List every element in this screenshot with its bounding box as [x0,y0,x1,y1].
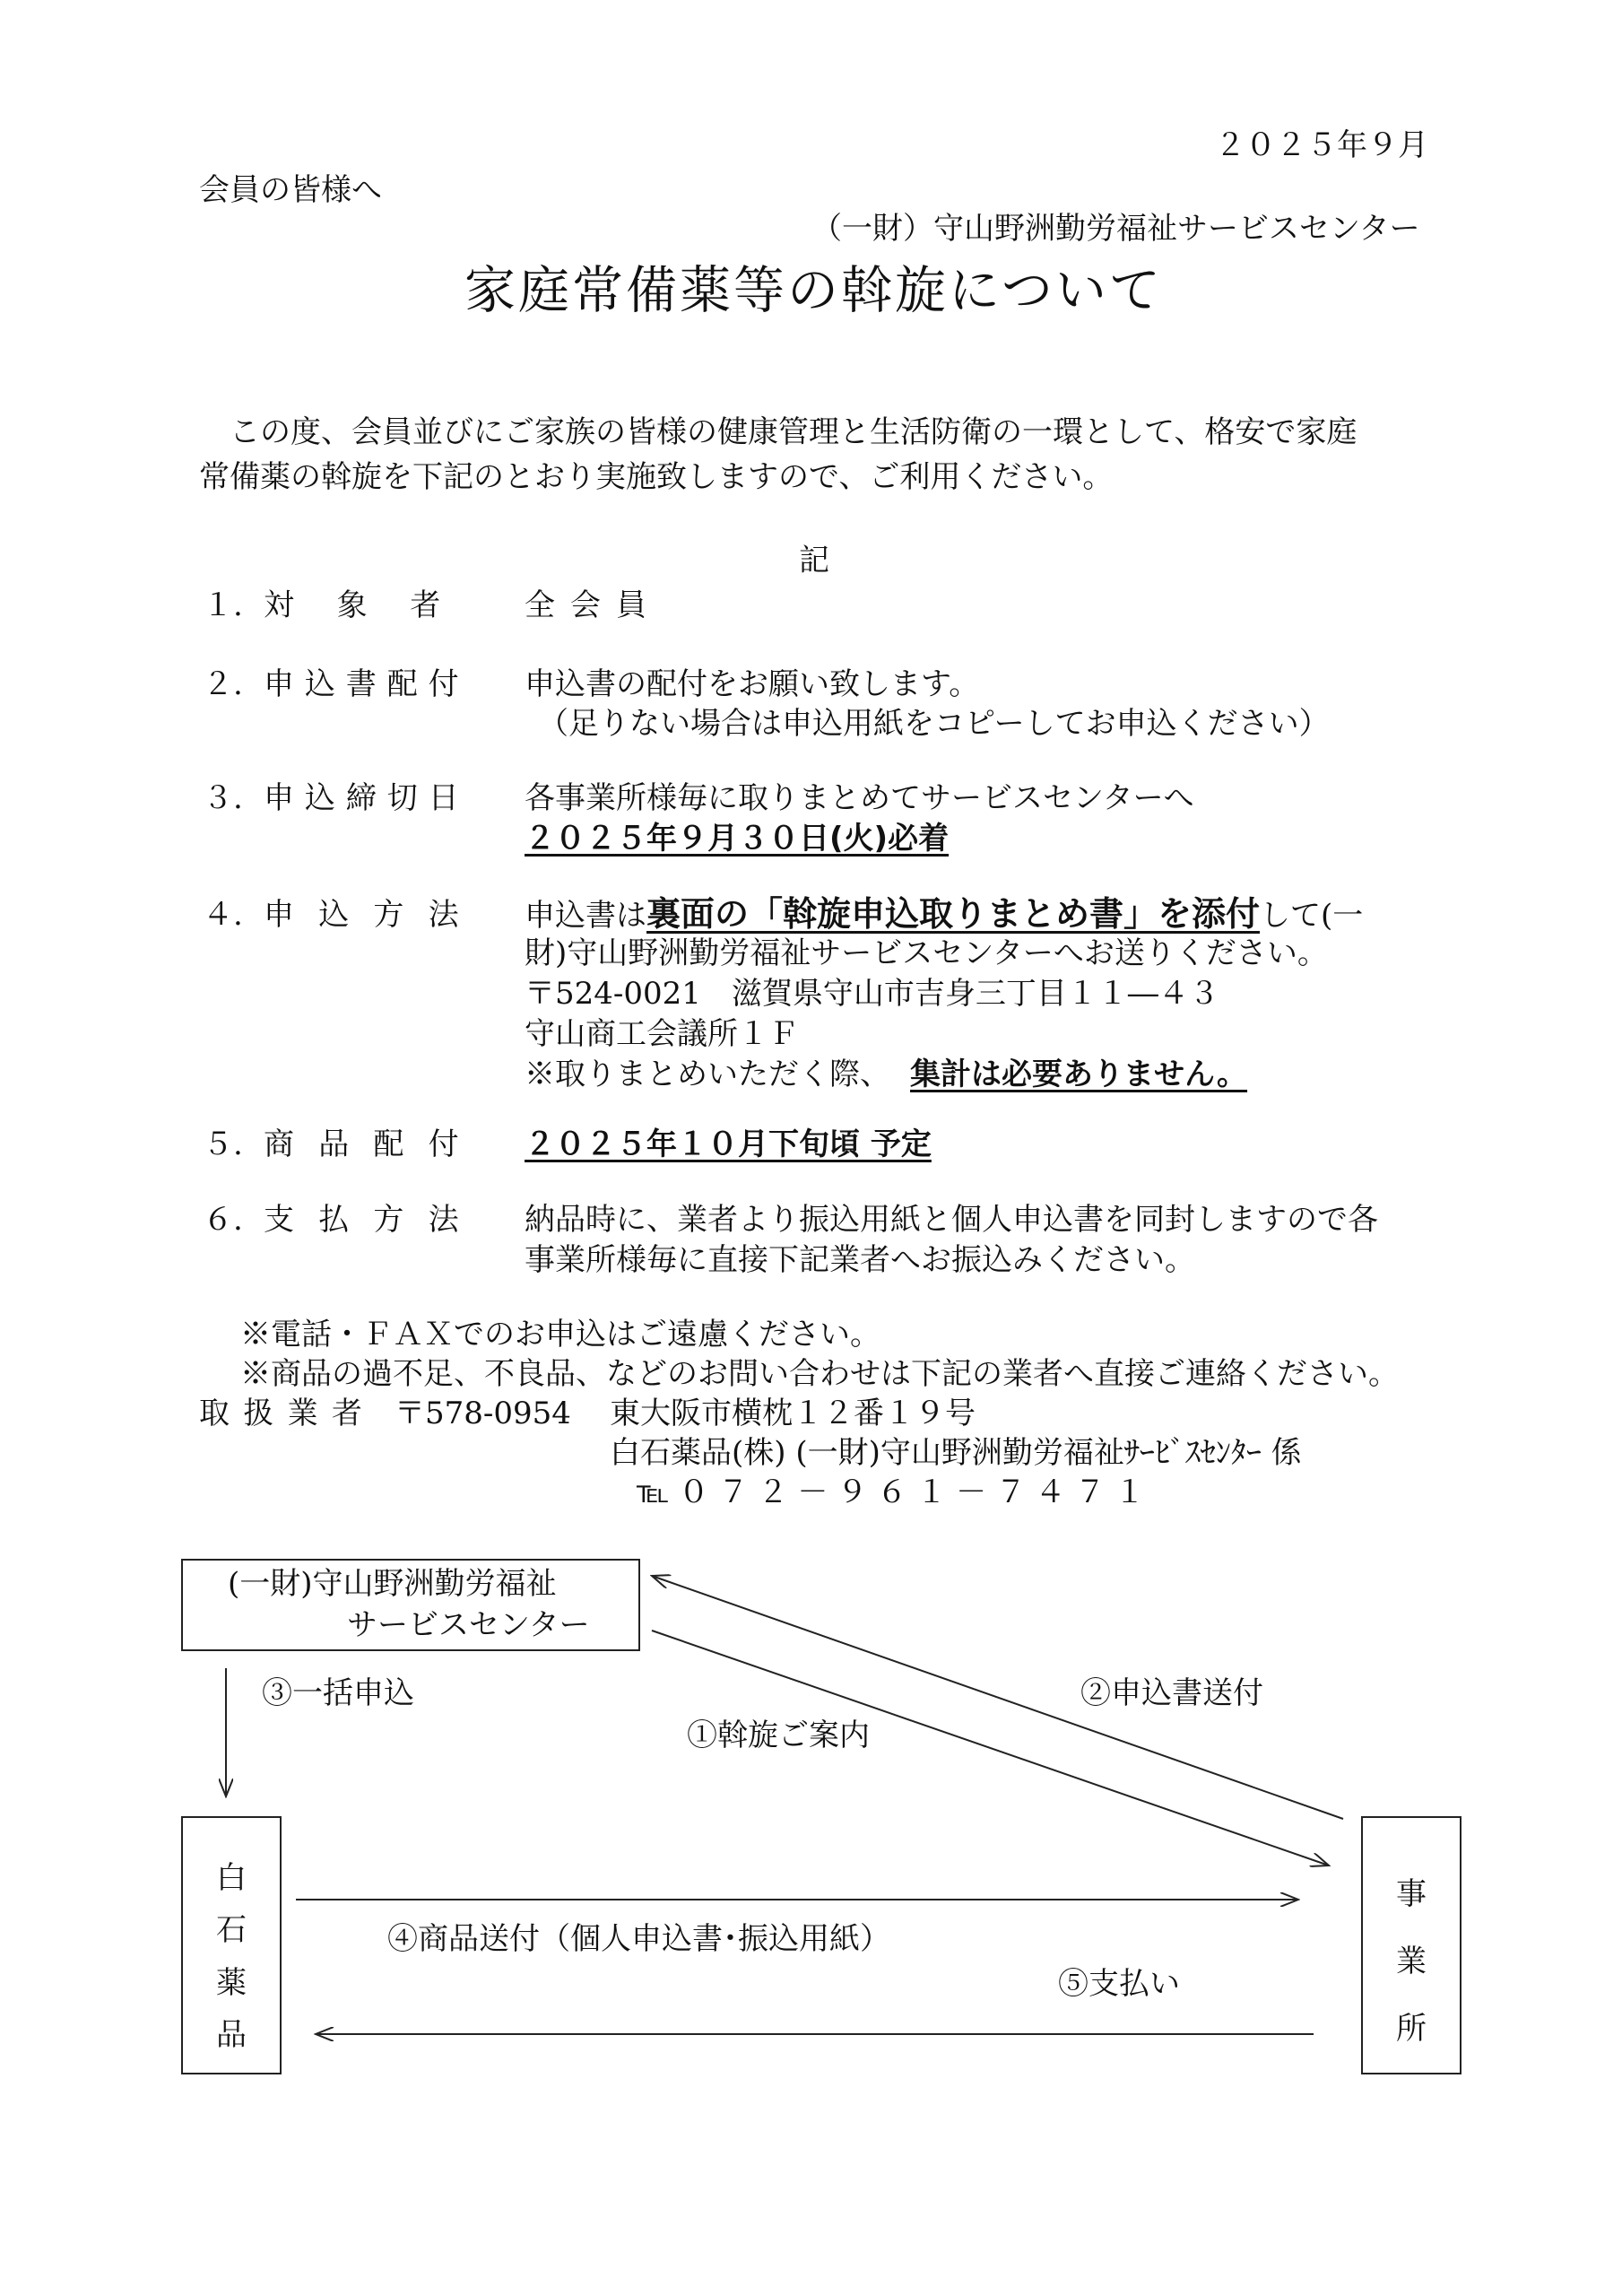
step-4-label: ④商品送付（個人申込書･振込用紙） [387,1921,890,1957]
item-6-line-2: 事業所様毎に直接下記業者へお振込みください。 [525,1242,1195,1278]
shiraishi-box [181,1816,282,2074]
jigyosho-box [1361,1816,1462,2074]
item-1-label: 対象者 [264,587,483,623]
shiraishi-char-4: 品 [216,2017,247,2054]
item-4-label: 申込方法 [264,897,483,933]
item-3-label: 申込締切日 [264,780,470,816]
item-4-address: 〒524-0021 滋賀県守山市吉身三丁目１１―４３ [525,976,1219,1012]
shiraishi-char-2: 石 [216,1912,247,1949]
recipient-line: 会員の皆様へ [199,172,382,208]
step-2-label: ②申込書送付 [1080,1675,1263,1711]
step-5-label: ⑤支払い [1058,1966,1180,2002]
item-4-line-2: 財)守山野洲勤労福祉サービスセンターへお送りください。 [525,935,1328,971]
vendor-tel: ℡０７２－９６１－７４７１ [637,1474,1155,1510]
service-center-line-2: サービスセンター [347,1607,590,1643]
item-4-number: ４. [203,897,243,933]
service-center-box [181,1559,640,1651]
item-6-label: 支払方法 [264,1202,483,1238]
item-4-line-1-post: して(一 [1260,898,1364,934]
note-inquiries: ※商品の過不足、不良品、などのお問い合わせは下記の業者へ直接ご連絡ください。 [240,1356,1399,1392]
jigyosho-char-1: 事 [1396,1876,1427,1912]
vendor-postal: 〒578-0954 [395,1396,571,1431]
item-4-line-1-pre: 申込書は [525,898,646,934]
item-2-line-2: （足りない場合は申込用紙をコピーしてお申込ください） [538,706,1330,742]
item-4-note-pre: ※取りまとめいただく際、 [525,1057,890,1092]
shiraishi-char-3: 薬 [216,1964,247,2001]
jigyosho-char-2: 業 [1396,1943,1427,1979]
vendor-address: 東大阪市横枕１２番１９号 [610,1396,976,1431]
vendor-label: 取扱業者 [199,1396,377,1431]
sender-line: （一財）守山野洲勤労福祉サービスセンター [811,211,1420,247]
shiraishi-char-1: 白 [216,1860,247,1896]
service-center-line-1: (一財)守山野洲勤労福祉 [228,1566,557,1602]
document-date: ２０２５年９月 [1215,127,1428,163]
no-tally-emphasis: 集計は必要ありません。 [910,1057,1248,1092]
item-2-number: ２. [203,666,243,702]
attachment-instruction: 裏面の「斡旋申込取りまとめ書」を添付 [646,893,1261,934]
vendor-name: 白石薬品(株) (一財)守山野洲勤労福祉ｻｰﾋﾞｽｾﾝﾀｰ 係 [610,1435,1302,1471]
item-3-number: ３. [203,780,243,816]
item-1-value: 全会員 [525,587,662,623]
item-3-line-1: 各事業所様毎に取りまとめてサービスセンターへ [525,780,1194,816]
item-1-number: １. [203,587,243,623]
item-2-line-1: 申込書の配付をお願い致します。 [525,666,980,702]
step-3-label: ③一括申込 [262,1675,414,1711]
step-1-label: ①斡旋ご案内 [687,1718,870,1753]
item-5-label: 商品配付 [264,1126,483,1162]
jigyosho-char-3: 所 [1396,2010,1427,2047]
item-4-building: 守山商工会議所１Ｆ [525,1016,799,1052]
item-6-number: ６. [203,1202,243,1238]
item-2-label: 申込書配付 [264,666,470,702]
deadline-emphasis: ２０２５年９月３０日(火)必着 [525,821,950,857]
ki-heading: 記 [799,543,829,578]
item-5-number: ５. [203,1126,243,1162]
document-title: 家庭常備薬等の斡旋について [464,261,1163,320]
item-6-line-1: 納品時に、業者より振込用紙と個人申込書を同封しますので各 [525,1202,1378,1238]
intro-line-1: この度、会員並びにご家族の皆様の健康管理と生活防衛の一環として、格安で家庭 [230,414,1357,450]
note-phone-fax: ※電話・ＦＡＸでのお申込はご遠慮ください。 [240,1317,880,1352]
delivery-emphasis: ２０２５年１０月下旬頃 予定 [525,1126,932,1162]
intro-line-2: 常備薬の斡旋を下記のとおり実施致しますので、ご利用ください。 [199,459,1114,495]
